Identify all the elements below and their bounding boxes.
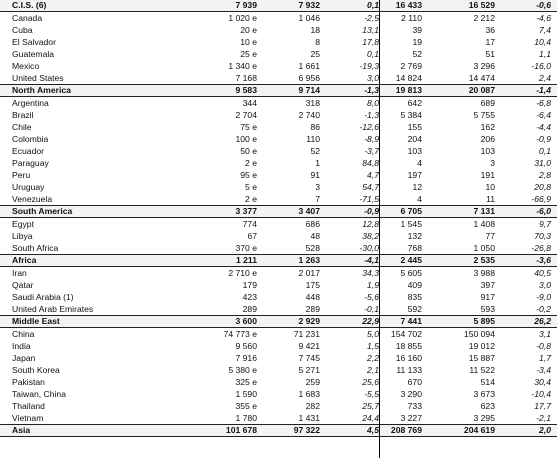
cell-c5: 3 295 xyxy=(473,413,495,423)
cell-c2: 528 xyxy=(305,243,320,253)
cell-c3: 3,0 xyxy=(367,73,379,83)
cell-c5: 3 673 xyxy=(473,389,495,399)
table-row xyxy=(0,181,557,193)
cell-c2: 318 xyxy=(305,98,320,108)
table-row xyxy=(0,72,557,84)
cell-c4: 2 769 xyxy=(400,61,422,71)
cell-c1: 3 600 xyxy=(235,316,257,326)
row-label: South Africa xyxy=(12,243,59,253)
cell-c6: -0,6 xyxy=(536,0,551,10)
cell-c2: 1 661 xyxy=(298,61,320,71)
cell-c6: 9,7 xyxy=(539,219,551,229)
cell-c3: 25,7 xyxy=(362,401,379,411)
table-total-row xyxy=(0,315,557,328)
row-label: Brazil xyxy=(12,110,34,120)
cell-c2: 8 xyxy=(315,37,320,47)
cell-c1: 774 xyxy=(242,219,257,229)
row-label: Guatemala xyxy=(12,49,55,59)
cell-c6: 2,8 xyxy=(539,170,551,180)
table-row xyxy=(0,242,557,254)
cell-c3: 13,1 xyxy=(362,25,379,35)
cell-c2: 2 929 xyxy=(298,316,320,326)
cell-c1: 7 168 xyxy=(235,73,257,83)
cell-c3: -2,5 xyxy=(364,13,379,23)
cell-c2: 91 xyxy=(310,170,320,180)
cell-c5: 397 xyxy=(480,280,495,290)
cell-c5: 17 xyxy=(485,37,495,47)
cell-c3: 1,9 xyxy=(367,280,379,290)
cell-c6: -6,8 xyxy=(536,98,551,108)
table-row xyxy=(0,169,557,181)
table-row xyxy=(0,340,557,352)
cell-c5: 51 xyxy=(485,49,495,59)
cell-c6: 2,4 xyxy=(539,73,551,83)
table-total-row xyxy=(0,84,557,97)
cell-c6: -3,6 xyxy=(536,255,551,265)
cell-c1: 370 e xyxy=(235,243,257,253)
table-row xyxy=(0,48,557,60)
cell-c5: 5 755 xyxy=(473,110,495,120)
row-label: Qatar xyxy=(12,280,34,290)
cell-c5: 19 012 xyxy=(468,341,495,351)
cell-c4: 132 xyxy=(407,231,422,241)
cell-c4: 2 445 xyxy=(400,255,422,265)
cell-c1: 2 704 xyxy=(235,110,257,120)
cell-c5: 162 xyxy=(480,122,495,132)
cell-c4: 670 xyxy=(407,377,422,387)
cell-c1: 355 e xyxy=(235,401,257,411)
cell-c6: 31,0 xyxy=(534,158,551,168)
cell-c2: 282 xyxy=(305,401,320,411)
row-label: Asia xyxy=(12,425,31,435)
cell-c2: 71 231 xyxy=(293,329,320,339)
row-label: Saudi Arabia (1) xyxy=(12,292,74,302)
cell-c2: 1 431 xyxy=(298,413,320,423)
cell-c6: -1,4 xyxy=(536,85,551,95)
row-label: Vietnam xyxy=(12,413,44,423)
cell-c5: 3 xyxy=(490,158,495,168)
cell-c3: 2,1 xyxy=(367,365,379,375)
cell-c6: 7,4 xyxy=(539,25,551,35)
cell-c4: 7 441 xyxy=(400,316,422,326)
cell-c1: 1 020 e xyxy=(228,13,257,23)
cell-c2: 18 xyxy=(310,25,320,35)
cell-c6: -0,2 xyxy=(536,304,551,314)
cell-c5: 5 895 xyxy=(473,316,495,326)
table-total-row xyxy=(0,0,557,12)
table-row xyxy=(0,303,557,315)
cell-c3: -1,3 xyxy=(364,85,379,95)
cell-c5: 623 xyxy=(480,401,495,411)
cell-c3: -30,0 xyxy=(359,243,379,253)
table-row xyxy=(0,218,557,230)
table-total-row xyxy=(0,254,557,267)
cell-c4: 4 xyxy=(417,158,422,168)
cell-c3: 17,8 xyxy=(362,37,379,47)
cell-c4: 5 384 xyxy=(400,110,422,120)
cell-c5: 20 087 xyxy=(468,85,495,95)
table-row xyxy=(0,400,557,412)
cell-c4: 3 227 xyxy=(400,413,422,423)
cell-c3: -5,6 xyxy=(364,292,379,302)
row-label: North America xyxy=(12,85,71,95)
cell-c1: 423 xyxy=(242,292,257,302)
cell-c5: 206 xyxy=(480,134,495,144)
cell-c1: 3 377 xyxy=(235,206,257,216)
cell-c3: 4,5 xyxy=(367,425,379,435)
cell-c2: 1 263 xyxy=(298,255,320,265)
cell-c3: 0,1 xyxy=(367,49,379,59)
cell-c2: 259 xyxy=(305,377,320,387)
cell-c3: 4,7 xyxy=(367,170,379,180)
cell-c2: 3 407 xyxy=(298,206,320,216)
cell-c3: -19,3 xyxy=(359,61,379,71)
cell-c1: 74 773 e xyxy=(223,329,257,339)
cell-c6: -4,4 xyxy=(536,122,551,132)
cell-c5: 3 296 xyxy=(473,61,495,71)
cell-c5: 917 xyxy=(480,292,495,302)
table-row xyxy=(0,145,557,157)
row-label: Japan xyxy=(12,353,36,363)
cell-c3: 38,2 xyxy=(362,231,379,241)
table-row xyxy=(0,97,557,109)
cell-c2: 86 xyxy=(310,122,320,132)
table-row xyxy=(0,133,557,145)
row-label: Uruguay xyxy=(12,182,45,192)
cell-c2: 1 683 xyxy=(298,389,320,399)
row-label: South Korea xyxy=(12,365,60,375)
cell-c4: 1 545 xyxy=(400,219,422,229)
row-label: Pakistan xyxy=(12,377,45,387)
cell-c4: 4 xyxy=(417,194,422,204)
column-divider xyxy=(379,0,380,458)
cell-c1: 344 xyxy=(242,98,257,108)
cell-c6: 26,2 xyxy=(534,316,551,326)
cell-c5: 593 xyxy=(480,304,495,314)
cell-c4: 768 xyxy=(407,243,422,253)
cell-c1: 5 e xyxy=(245,182,257,192)
cell-c5: 150 094 xyxy=(463,329,495,339)
table-total-row xyxy=(0,424,557,437)
cell-c5: 77 xyxy=(485,231,495,241)
cell-c4: 204 xyxy=(407,134,422,144)
cell-c4: 592 xyxy=(407,304,422,314)
row-label: Thailand xyxy=(12,401,45,411)
table-row xyxy=(0,230,557,242)
cell-c1: 1 211 xyxy=(235,255,257,265)
cell-c1: 179 xyxy=(242,280,257,290)
cell-c4: 197 xyxy=(407,170,422,180)
cell-c6: -10,4 xyxy=(531,389,551,399)
row-label: Ecuador xyxy=(12,146,45,156)
row-label: Libya xyxy=(12,231,33,241)
row-label: C.I.S. (6) xyxy=(12,0,47,10)
table-row xyxy=(0,36,557,48)
table-row xyxy=(0,364,557,376)
cell-c6: 1,1 xyxy=(539,49,551,59)
cell-c5: 514 xyxy=(480,377,495,387)
cell-c4: 733 xyxy=(407,401,422,411)
cell-c4: 12 xyxy=(412,182,422,192)
cell-c2: 2 017 xyxy=(298,268,320,278)
cell-c5: 11 xyxy=(486,194,495,204)
cell-c6: -26,8 xyxy=(531,243,551,253)
cell-c2: 52 xyxy=(310,146,320,156)
cell-c4: 6 705 xyxy=(400,206,422,216)
cell-c1: 1 340 e xyxy=(228,61,257,71)
cell-c6: -3,4 xyxy=(536,365,551,375)
row-label: Paraguay xyxy=(12,158,49,168)
cell-c3: 24,4 xyxy=(362,413,379,423)
table-row xyxy=(0,279,557,291)
cell-c6: 20,8 xyxy=(534,182,551,192)
table-row xyxy=(0,193,557,205)
cell-c5: 2 212 xyxy=(473,13,495,23)
cell-c4: 18 855 xyxy=(395,341,422,351)
cell-c1: 9 560 xyxy=(235,341,257,351)
row-label: El Salvador xyxy=(12,37,56,47)
cell-c4: 154 702 xyxy=(390,329,422,339)
cell-c2: 686 xyxy=(305,219,320,229)
cell-c3: 1,5 xyxy=(367,341,379,351)
cell-c4: 5 605 xyxy=(400,268,422,278)
table-row xyxy=(0,109,557,121)
cell-c6: -0,9 xyxy=(536,134,551,144)
cell-c1: 10 e xyxy=(240,37,257,47)
cell-c5: 689 xyxy=(480,98,495,108)
row-label: Cuba xyxy=(12,25,33,35)
cell-c5: 2 535 xyxy=(473,255,495,265)
cell-c6: -2,1 xyxy=(536,413,551,423)
cell-c6: -6,0 xyxy=(536,206,551,216)
cell-c3: -0,9 xyxy=(364,206,379,216)
cell-c6: -66,9 xyxy=(531,194,551,204)
cell-c3: -3,7 xyxy=(364,146,379,156)
cell-c3: 0,1 xyxy=(367,0,379,10)
cell-c4: 835 xyxy=(407,292,422,302)
row-label: India xyxy=(12,341,31,351)
cell-c2: 175 xyxy=(305,280,320,290)
cell-c5: 16 529 xyxy=(468,0,495,10)
table-row xyxy=(0,12,557,24)
cell-c3: 54,7 xyxy=(362,182,379,192)
cell-c2: 5 271 xyxy=(298,365,320,375)
cell-c2: 9 421 xyxy=(298,341,320,351)
row-label: Iran xyxy=(12,268,27,278)
row-label: Canada xyxy=(12,13,43,23)
row-label: Colombia xyxy=(12,134,49,144)
cell-c5: 3 988 xyxy=(473,268,495,278)
cell-c1: 325 e xyxy=(235,377,257,387)
table-row xyxy=(0,267,557,279)
cell-c4: 16 160 xyxy=(395,353,422,363)
table-row xyxy=(0,24,557,36)
cell-c2: 6 956 xyxy=(298,73,320,83)
cell-c2: 9 714 xyxy=(298,85,320,95)
table-row xyxy=(0,352,557,364)
cell-c1: 100 e xyxy=(235,134,257,144)
row-label: Egypt xyxy=(12,219,34,229)
cell-c2: 1 046 xyxy=(298,13,320,23)
cell-c1: 289 xyxy=(242,304,257,314)
table-row xyxy=(0,291,557,303)
row-label: South America xyxy=(12,206,73,216)
row-label: Africa xyxy=(12,255,37,265)
cell-c4: 409 xyxy=(407,280,422,290)
cell-c6: -0,8 xyxy=(536,341,551,351)
cell-c4: 19 813 xyxy=(395,85,422,95)
cell-c1: 75 e xyxy=(240,122,257,132)
cell-c2: 1 xyxy=(315,158,320,168)
table-row xyxy=(0,60,557,72)
cell-c4: 2 110 xyxy=(401,13,422,23)
cell-c5: 14 474 xyxy=(468,73,495,83)
row-label: Mexico xyxy=(12,61,40,71)
cell-c3: 84,8 xyxy=(362,158,379,168)
cell-c4: 155 xyxy=(407,122,422,132)
cell-c1: 95 e xyxy=(240,170,257,180)
cell-c4: 14 824 xyxy=(395,73,422,83)
cell-c5: 36 xyxy=(485,25,495,35)
cell-c2: 3 xyxy=(315,182,320,192)
cell-c6: 40,5 xyxy=(534,268,551,278)
cell-c1: 25 e xyxy=(240,49,257,59)
cell-c3: -0,1 xyxy=(364,304,379,314)
cell-c5: 10 xyxy=(485,182,495,192)
cell-c3: -5,5 xyxy=(364,389,379,399)
cell-c3: -12,6 xyxy=(359,122,379,132)
cell-c3: -71,5 xyxy=(359,194,379,204)
cell-c2: 7 xyxy=(315,194,320,204)
row-label: China xyxy=(12,329,35,339)
cell-c4: 208 769 xyxy=(390,425,422,435)
cell-c6: 0,1 xyxy=(539,146,551,156)
cell-c2: 2 740 xyxy=(298,110,320,120)
cell-c3: 2,2 xyxy=(367,353,379,363)
cell-c2: 7 932 xyxy=(298,0,320,10)
cell-c6: -9,0 xyxy=(536,292,551,302)
cell-c3: 34,3 xyxy=(362,268,379,278)
cell-c1: 5 380 e xyxy=(228,365,257,375)
cell-c6: 30,4 xyxy=(534,377,551,387)
cell-c2: 289 xyxy=(305,304,320,314)
cell-c6: 1,7 xyxy=(539,353,551,363)
table-row xyxy=(0,376,557,388)
cell-c4: 52 xyxy=(412,49,422,59)
table-total-row xyxy=(0,205,557,218)
cell-c2: 48 xyxy=(310,231,320,241)
cell-c3: -1,3 xyxy=(364,110,379,120)
cell-c5: 1 408 xyxy=(473,219,495,229)
cell-c1: 20 e xyxy=(240,25,257,35)
cell-c6: 2,0 xyxy=(539,425,551,435)
cell-c3: 12,8 xyxy=(362,219,379,229)
cell-c4: 39 xyxy=(412,25,422,35)
table-row xyxy=(0,328,557,340)
cell-c4: 19 xyxy=(412,37,422,47)
cell-c1: 1 590 xyxy=(235,389,257,399)
cell-c1: 9 583 xyxy=(235,85,257,95)
cell-c2: 448 xyxy=(305,292,320,302)
table-row xyxy=(0,388,557,400)
cell-c2: 7 745 xyxy=(298,353,320,363)
row-label: Chile xyxy=(12,122,32,132)
cell-c2: 110 xyxy=(306,134,320,144)
table-row xyxy=(0,121,557,133)
cell-c5: 191 xyxy=(480,170,495,180)
row-label: United States xyxy=(12,73,64,83)
cell-c5: 204 619 xyxy=(463,425,495,435)
row-label: Venezuela xyxy=(12,194,53,204)
cell-c3: 8,0 xyxy=(367,98,379,108)
cell-c5: 7 131 xyxy=(473,206,495,216)
cell-c6: 17,7 xyxy=(534,401,551,411)
row-label: Middle East xyxy=(12,316,60,326)
cell-c4: 642 xyxy=(407,98,422,108)
cell-c4: 11 133 xyxy=(396,365,422,375)
cell-c6: 70,3 xyxy=(534,231,551,241)
cell-c1: 101 678 xyxy=(225,425,257,435)
cell-c3: 22,9 xyxy=(362,316,379,326)
cell-c4: 103 xyxy=(407,146,422,156)
cell-c1: 2 e xyxy=(245,158,257,168)
row-label: Argentina xyxy=(12,98,49,108)
cell-c2: 25 xyxy=(310,49,320,59)
cell-c2: 97 322 xyxy=(293,425,320,435)
cell-c6: -4,6 xyxy=(536,13,551,23)
cell-c1: 2 710 e xyxy=(228,268,257,278)
cell-c3: 5,0 xyxy=(367,329,379,339)
cell-c3: -8,9 xyxy=(364,134,379,144)
cell-c3: 25,6 xyxy=(362,377,379,387)
cell-c4: 3 290 xyxy=(400,389,422,399)
cell-c5: 1 050 xyxy=(473,243,495,253)
cell-c6: 10,4 xyxy=(534,37,551,47)
row-label: United Arab Emirates xyxy=(12,304,94,314)
table-row xyxy=(0,412,557,424)
cell-c1: 50 e xyxy=(240,146,257,156)
cell-c5: 103 xyxy=(480,146,495,156)
cell-c5: 15 887 xyxy=(468,353,495,363)
cell-c1: 1 780 xyxy=(235,413,257,423)
cell-c1: 2 e xyxy=(245,194,257,204)
cell-c5: 11 522 xyxy=(469,365,495,375)
cell-c6: 3,1 xyxy=(539,329,551,339)
cell-c1: 67 xyxy=(247,231,257,241)
cell-c6: 3,0 xyxy=(539,280,551,290)
row-label: Peru xyxy=(12,170,31,180)
cell-c4: 16 433 xyxy=(395,0,422,10)
table-row xyxy=(0,157,557,169)
cell-c6: -6,4 xyxy=(536,110,551,120)
cell-c1: 7 916 xyxy=(235,353,257,363)
cell-c1: 7 939 xyxy=(235,0,257,10)
cell-c3: -4,1 xyxy=(364,255,379,265)
row-label: Taiwan, China xyxy=(12,389,66,399)
cell-c6: -16,0 xyxy=(531,61,551,71)
